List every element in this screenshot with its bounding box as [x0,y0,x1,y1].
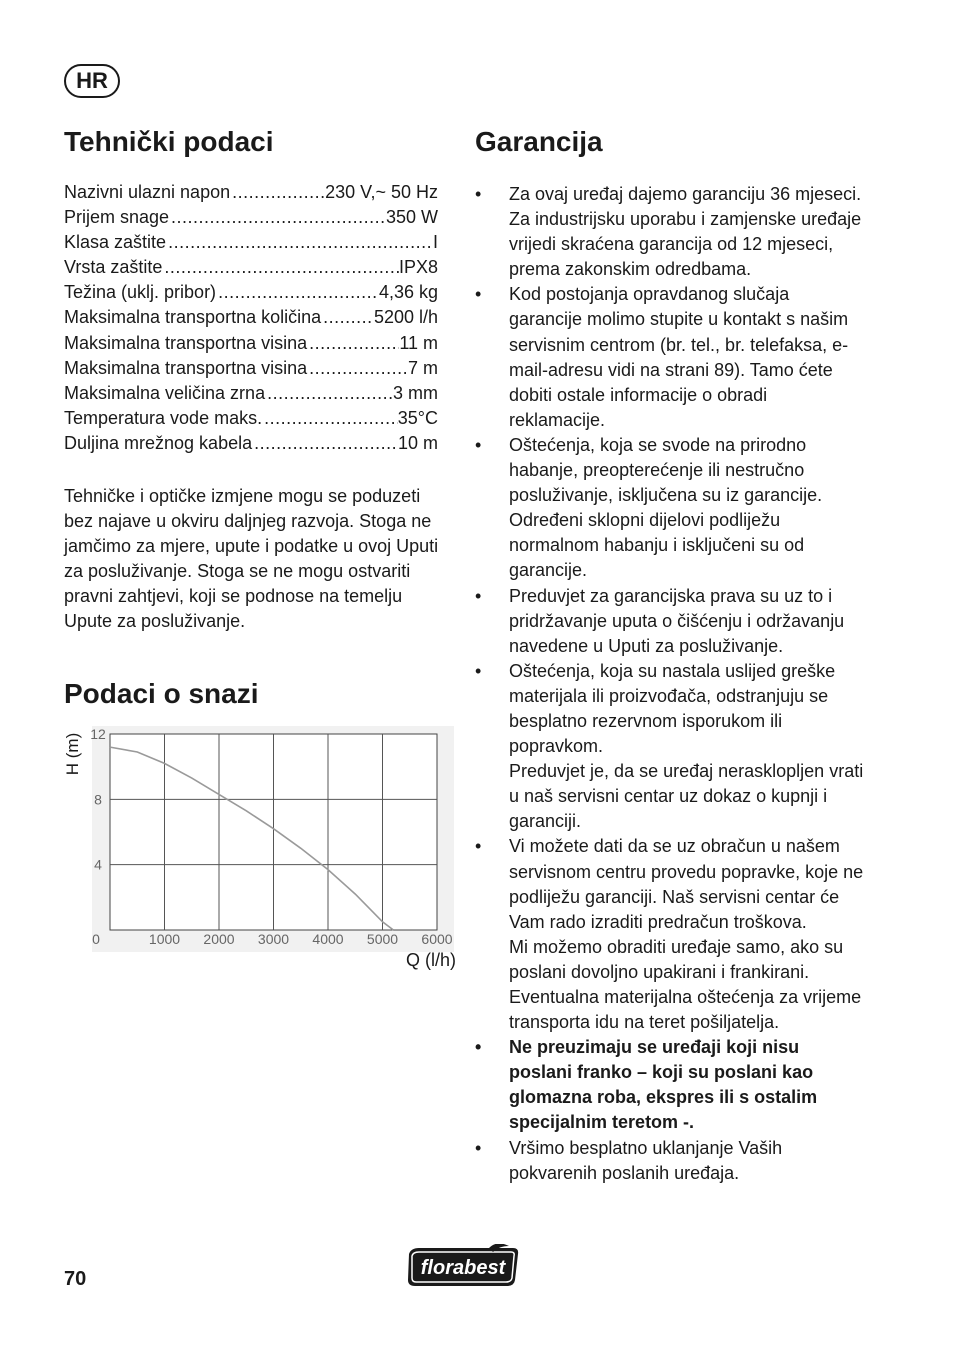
spec-row [64,333,438,358]
spec-leader-dots [230,182,325,203]
x-tick-label: 6000 [421,931,453,947]
spec-value: 10 m [397,432,438,453]
spec-value: I [432,232,438,253]
guarantee-item [475,282,865,433]
spec-leader-dots [307,358,408,379]
spec-label: Vrsta zaštite [64,257,163,278]
spec-value: 5200 l/h [373,307,438,328]
spec-label: Klasa zaštite [64,232,167,253]
spec-leader-dots [321,307,374,328]
guarantee-item [475,659,865,835]
spec-value: 11 m [399,332,438,353]
guarantee-item-text: Ne preuzimaju se uređaji koji nisu poslani franko – koji su poslani kao glomazna roba, ekspres ili s ostalim specijalnim teretom -. [509,1037,818,1133]
spec-leader-dots [262,408,398,429]
x-axis-label: Q (l/h) [405,950,456,970]
bullet-icon: • [475,434,482,455]
spec-label: Temperatura vode maks. [64,407,263,428]
spec-label: Maksimalna transportna količina [64,307,322,328]
spec-row [64,257,438,282]
spec-leader-dots [252,433,398,454]
spec-label: Duljina mrežnog kabela [64,432,253,453]
x-tick-label: 4000 [312,931,344,947]
guarantee-list [475,182,865,1186]
spec-row [64,358,438,383]
spec-leader-dots [169,207,386,228]
bullet-icon: • [475,184,482,204]
x-tick-label: 1000 [148,931,181,947]
language-badge: HR [64,64,120,98]
spec-leader-dots [307,333,399,354]
x-tick-label: 0 [92,931,100,947]
y-axis-label: H (m) [63,732,82,776]
spec-label: Maksimalna transportna visina [64,332,308,353]
guarantee-heading: Garancija [475,126,603,157]
spec-label: Nazivni ulazni napon [64,182,231,202]
spec-row [64,383,438,408]
spec-value: 7 m [407,357,438,378]
bullet-icon: • [475,1137,482,1158]
x-tick-label: 5000 [366,931,399,947]
power-data-heading: Podaci o snazi [64,678,259,709]
spec-row [64,408,438,433]
spec-row [64,307,438,332]
spec-row [64,282,438,307]
spec-leader-dots [166,232,433,253]
spec-row [64,232,438,257]
spec-label: Maksimalna veličina zrna [64,382,266,403]
spec-label: Maksimalna transportna visina [64,357,308,378]
guarantee-item-text: Kod postojanja opravdanog slučaja garancije molimo stupite u kontakt s našim servisnim centrom (br. tel., br. telefaksa, e-mail-adresu vidi na strani 89). Tamo ćete dobiti ostale informacije o obradi reklamacije. [509,284,849,430]
bullet-icon: • [475,1037,482,1058]
x-tick-label: 2000 [203,931,235,947]
guarantee-item [475,182,865,282]
spec-value: 4,36 kg [378,282,438,303]
spec-row [64,207,438,232]
spec-label: Težina (uklj. pribor) [64,282,217,303]
bullet-icon: • [475,284,482,305]
spec-value: 3 mm [393,382,438,403]
spec-table [64,182,438,458]
guarantee-item [475,433,865,584]
florabest-logo [405,1244,521,1290]
guarantee-item-text: Vršimo besplatno uklanjanje Vaših pokvarenih poslanih uređaja. [509,1137,783,1183]
guarantee-item-text: Preduvjet za garancijska prava su uz to i pridržavanje uputa o čišćenju i održavanju navedene u Uputi za posluživanje. [509,585,845,656]
spec-leader-dots [162,257,399,278]
guarantee-item [475,1136,865,1186]
page-number: 70 [64,1268,87,1290]
technical-data-heading: Tehnički podaci [64,126,274,157]
spec-leader-dots [216,282,379,303]
guarantee-item [475,1035,865,1135]
bullet-icon: • [475,836,482,857]
y-tick-label: 8 [94,791,102,808]
y-tick-label: 4 [94,856,102,873]
spec-row [64,182,438,207]
guarantee-item-text-continued: Mi možemo obraditi uređaje samo, ako su poslani dovoljno upakirani i frankirani. Eventualna materijalna oštećenja za vrijeme transporta idu na teret pošiljatelja. [509,936,862,1033]
spec-value: 35°C [397,407,438,428]
guarantee-item [475,834,865,1035]
guarantee-item-text: Za ovaj uređaj dajemo garanciju 36 mjeseci. Za industrijsku uporabu i zamjenske uređaje vrijedi skraćena garancija od 12 mjeseci, prema zakonskim odredbama. [509,184,862,280]
guarantee-item-text: Oštećenja, koja su nastala uslijed greške materijala ili proizvođača, odstranjuju se besplatno rezervnom isporukom ili popravkom. [509,660,836,757]
spec-value: 350 W [385,207,438,228]
x-tick-label: 3000 [257,931,290,947]
spec-value: IPX8 [398,257,438,278]
technical-note: Tehničke i optičke izmjene mogu se poduzeti bez najave u okviru daljnjeg razvoja. Stoga ne jamčimo za mjere, upute i podatke u ovoj Uputi za posluživanje. Stoga se ne mogu ostvariti pravni zahtjevi, koji se podnose na temelju Upute za posluživanje. [64,486,439,632]
spec-value: 230 V,~ 50 Hz [325,182,438,202]
guarantee-item-text: Vi možete dati da se uz obračun u našem servisnom centru provedu popravke, koje ne podliježu garanciji. Naš servisni centar će Vam rado izraditi predračun troškova. [509,836,864,932]
spec-row [64,433,438,458]
guarantee-item-text-continued: Preduvjet je, da se uređaj nerasklopljen vrati u naš servisni centar uz dokaz o kupnji i garanciji. [509,761,864,832]
svg-text:florabest: florabest [420,1257,506,1279]
bullet-icon: • [475,585,482,606]
guarantee-item [475,584,865,659]
guarantee-item-text: Oštećenja, koja se svode na prirodno habanje, preopterećenje ili nestručno posluživanje, isključena su iz garancije. Određeni sklopni dijelovi podliježu normalnom habanju i isključeni su od garancije. [509,434,823,581]
y-tick-label: 12 [90,726,106,742]
spec-leader-dots [265,383,393,404]
bullet-icon: • [475,660,482,681]
performance-chart [56,720,460,980]
spec-label: Prijem snage [64,207,170,228]
